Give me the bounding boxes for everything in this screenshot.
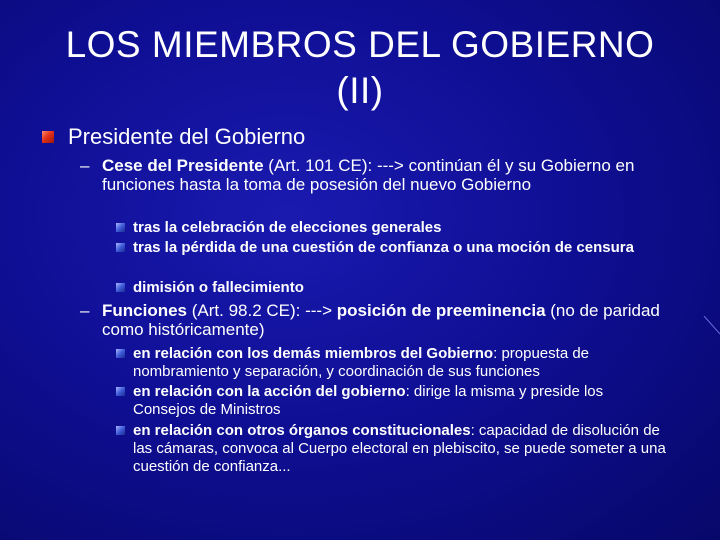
subitem-funciones-2-bold: en relación con la acción del gobierno bbox=[133, 383, 406, 400]
blue-square-bullet-icon bbox=[116, 283, 125, 292]
dash-bullet-icon: – bbox=[80, 301, 90, 320]
subitem-funciones-2 bbox=[116, 383, 666, 419]
dash-bullet-icon: – bbox=[80, 156, 90, 175]
subitem-cese-3 bbox=[116, 279, 666, 297]
blue-square-bullet-icon bbox=[116, 223, 125, 232]
item-funciones-mid: (Art. 98.2 CE): ---> bbox=[187, 301, 337, 320]
item-cese-rest: (Art. 101 CE): ---> continúan él y su Gobierno en funciones hasta la toma de posesión del nuevo Gobierno bbox=[102, 156, 635, 194]
section-heading bbox=[42, 124, 305, 150]
item-funciones bbox=[80, 301, 660, 339]
subitem-funciones-2-text bbox=[133, 383, 666, 419]
subitem-funciones-1-text bbox=[133, 345, 666, 381]
subitem-cese-3-text: dimisión o fallecimiento bbox=[133, 279, 304, 296]
subitem-funciones-1-rest: : propuesta de nombramiento y separación, y coordinación de sus funciones bbox=[133, 345, 590, 380]
subitem-funciones-3 bbox=[116, 422, 666, 476]
subitem-cese-1 bbox=[116, 219, 666, 237]
subitem-funciones-3-bold: en relación con otros órganos constitucionales bbox=[133, 422, 471, 439]
subitem-funciones-1-bold: en relación con los demás miembros del Gobierno bbox=[133, 345, 494, 362]
item-funciones-bold: Funciones bbox=[102, 301, 188, 320]
blue-square-bullet-icon bbox=[116, 426, 125, 435]
subitem-funciones-2-rest: : dirige la misma y preside los Consejos de Ministros bbox=[133, 383, 604, 418]
subitem-cese-2-text: tras la pérdida de una cuestión de confianza o una moción de censura bbox=[133, 239, 634, 256]
subitem-funciones-1 bbox=[116, 345, 666, 381]
item-cese bbox=[80, 156, 660, 194]
item-funciones-bold2: posición de preeminencia bbox=[336, 301, 546, 320]
section-heading-text: Presidente del Gobierno bbox=[68, 124, 306, 149]
subitem-funciones-3-rest: : capacidad de disolución de las cámaras, convoca al Cuerpo electoral en plebiscito, se puede someter a una cuestión de confianza... bbox=[133, 422, 666, 475]
title-line-1: LOS MIEMBROS DEL GOBIERNO bbox=[65, 24, 655, 65]
item-cese-text bbox=[102, 156, 660, 194]
title-line-2: (II) bbox=[336, 70, 384, 111]
slide-title bbox=[0, 22, 720, 114]
blue-square-bullet-icon bbox=[116, 243, 125, 252]
item-cese-bold: Cese del Presidente bbox=[102, 156, 264, 175]
subitem-cese-1-text: tras la celebración de elecciones generales bbox=[133, 219, 442, 236]
blue-square-bullet-icon bbox=[116, 349, 125, 358]
subitem-cese-2 bbox=[116, 239, 666, 257]
red-square-bullet-icon bbox=[42, 131, 54, 143]
subitem-funciones-3-text bbox=[133, 422, 666, 476]
item-funciones-rest: (no de paridad como históricamente) bbox=[102, 301, 660, 339]
blue-square-bullet-icon bbox=[116, 387, 125, 396]
item-funciones-text bbox=[102, 301, 660, 339]
decorative-line-icon bbox=[700, 316, 720, 336]
